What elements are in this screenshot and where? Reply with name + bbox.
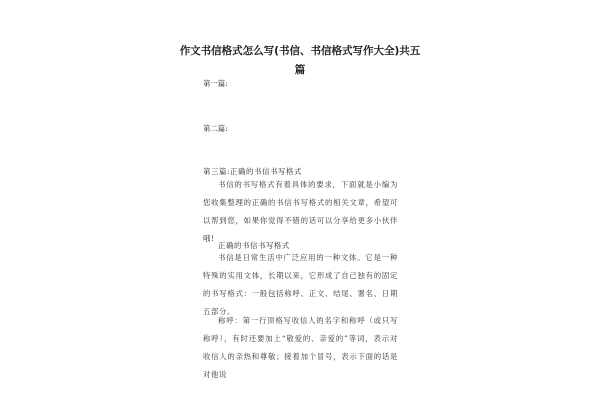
body-paragraph-1: 书信是日常生活中广泛应用的一种文体。它是一种特殊的实用文体，长期以来，它形成了自己独有的固定的书写格式：一般包括称呼、正文、结尾、署名、日期五部分。 (203, 253, 398, 316)
section-3-heading: 第三篇:正确的书信书写格式 (203, 167, 302, 176)
section-2-label: 第二篇: (203, 124, 228, 133)
section-1-label: 第一篇: (203, 79, 228, 88)
document-title: 作文书信格式怎么写(书信、书信格式写作大全)共五篇 (179, 45, 421, 76)
subheading: 正确的书信书写格式 (218, 241, 290, 250)
body-paragraph-2: 称呼：第一行顶格写收信人的名字和称呼（或只写称呼），有时还要加上“敬爱的、亲爱的”等词，表示对收信人的亲热和尊敬；接着加个冒号，表示下面的话是对他说 (203, 316, 398, 379)
intro-paragraph: 书信的书写格式有着具体的要求，下面就是小编为您收集整理的正确的书信书写格式的相关文章，希望可以帮到您，如果你觉得不错的话可以分享给更多小伙伴哦! (203, 180, 398, 243)
